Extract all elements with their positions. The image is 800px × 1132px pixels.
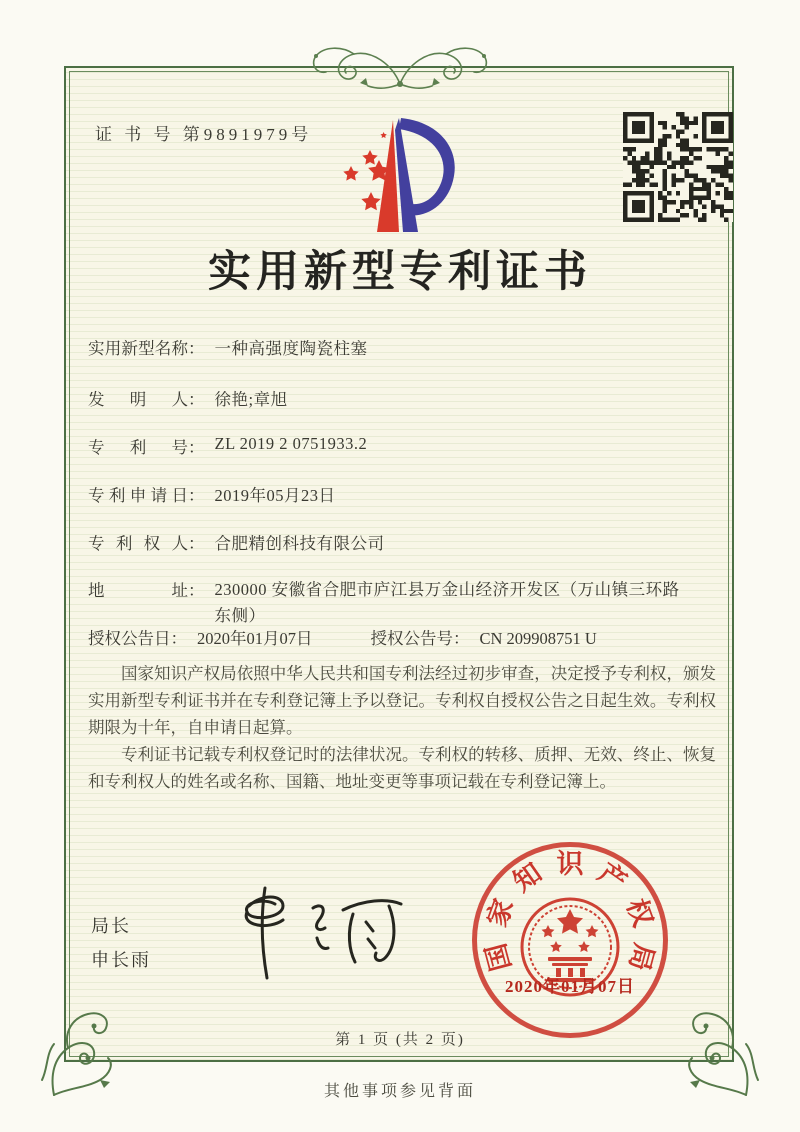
seal-arc-char: 局: [623, 940, 660, 975]
legal-text-block: [88, 660, 716, 795]
qr-code-icon: [623, 112, 733, 222]
field-label: 专利权人: [88, 534, 188, 553]
field-label: 实用新型名称: [88, 339, 188, 358]
field-inventor: [88, 386, 288, 410]
field-label: 专利申请日: [88, 486, 188, 505]
field-value: 一种高强度陶瓷柱塞: [214, 339, 368, 358]
commissioner-signature-icon: [225, 882, 410, 982]
page-number: 第 1 页 (共 2 页): [335, 1032, 465, 1048]
seal-arc-char: 知: [507, 857, 548, 898]
commissioner-title: 局长: [91, 916, 131, 936]
colon: ：: [188, 390, 205, 409]
field-value: ZL 2019 2 0751933.2: [214, 434, 368, 453]
seal-arc-char: 识: [556, 849, 584, 879]
colon: ：: [188, 534, 205, 553]
grant-date-label: 授权公告日: [88, 629, 171, 648]
colon: ：: [453, 629, 470, 648]
field-patent-number: [88, 434, 367, 458]
grant-number-label: 授权公告号: [370, 629, 453, 648]
certificate-number: 证 书 号 第9891979号: [95, 125, 313, 144]
field-patentee: [88, 530, 385, 554]
field-value: 230000 安徽省合肥市庐江县万金山经济开发区（万山镇三环路东侧）: [214, 580, 680, 625]
grant-date-value: 2020年01月07日: [197, 629, 313, 648]
field-utility-model-name: [88, 335, 368, 359]
field-value: 徐艳;章旭: [214, 390, 288, 409]
field-label: 地址: [88, 581, 188, 600]
field-label: 发明人: [88, 390, 188, 409]
commissioner-name: 申长雨: [91, 950, 151, 970]
colon: ：: [170, 629, 187, 648]
field-grant-row: [88, 625, 597, 649]
back-side-note: 其他事项参见背面: [323, 1083, 476, 1100]
field-filing-date: [88, 482, 336, 506]
colon: ：: [188, 438, 205, 457]
seal-arc-char: 家: [481, 894, 520, 931]
cnipa-logo-icon: [333, 110, 467, 236]
legal-paragraph: 国家知识产权局依照中华人民共和国专利法经过初步审查，决定授予专利权，颁发实用新型专利证书并在专利登记簿上予以登记。专利权自授权公告之日起生效。专利权期限为十年，自申请日起算。: [88, 664, 716, 737]
field-label: 专利号: [88, 438, 188, 457]
seal-arc-char: 权: [620, 894, 659, 931]
field-value: 合肥精创科技有限公司: [214, 534, 385, 553]
colon: ：: [188, 581, 205, 600]
legal-paragraph: 专利证书记载专利权登记时的法律状况。专利权的转移、质押、无效、终止、恢复和专利权人的姓名或名称、国籍、地址变更等事项记载在专利登记簿上。: [88, 745, 716, 791]
colon: ：: [188, 339, 205, 358]
field-value: 2019年05月23日: [214, 486, 336, 505]
seal-date: 2020年01月07日: [505, 977, 635, 996]
seal-arc-char: 国: [480, 940, 517, 975]
seal-arc-char: 产: [592, 857, 633, 898]
cnipa-official-seal: [472, 842, 668, 1038]
certificate-title: 实用新型专利证书: [208, 249, 592, 296]
colon: ：: [188, 486, 205, 505]
field-address: [88, 577, 685, 629]
grant-number-value: CN 209908751 U: [479, 629, 597, 648]
